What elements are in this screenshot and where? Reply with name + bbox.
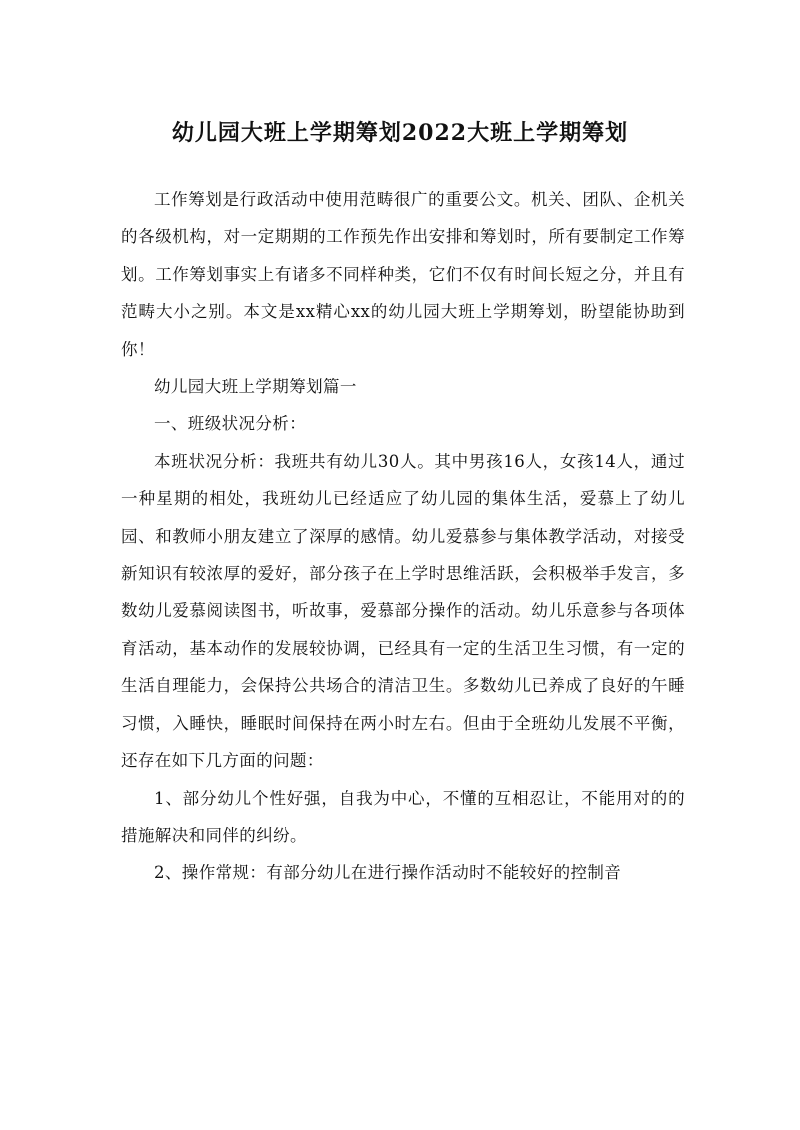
section-heading: 幼儿园大班上学期筹划篇一	[154, 377, 357, 397]
subsection-heading: 一、班级状况分析：	[154, 414, 307, 434]
class-analysis-paragraph: 本班状况分析：我班共有幼儿30人。其中男孩16人，女孩14人，通过一种星期的相处，我班幼儿已经适应了幼儿园的集体生活，爱慕上了幼儿园、和教师小朋友建立了深厚的感情。幼儿爱慕参与集体教学活动，对接受新知识有较浓厚的爱好，部分孩子在上学时思维活跃，会积极举手发言，多数幼儿爱慕阅读图书，听故事，爱慕部分操作的活动。幼儿乐意参与各项体育活动，基本动作的发展较协调，已经具有一定的生活卫生习惯，有一定的生活自理能力，会保持公共场合的清洁卫生。多数幼儿已养成了良好的午睡习惯，入睡快，睡眠时间保持在两小时左右。但由于全班幼儿发展不平衡，还存在如下几方面的问题：	[121, 451, 685, 771]
document-title: 幼儿园大班上学期筹划2022大班上学期筹划	[171, 119, 629, 146]
intro-paragraph: 工作筹划是行政活动中使用范畴很广的重要公文。机关、团队、企机关的各级机构，对一定期期的工作预先作出安排和筹划时，所有要制定工作筹划。工作筹划事实上有诸多不同样种类，它们不仅有时间长短之分，并且有范畴大小之别。本文是xx精心xx的幼儿园大班上学期筹划，盼望能协助到你！	[121, 190, 685, 359]
document-body	[121, 181, 685, 892]
problem-item-1: 1、部分幼儿个性好强，自我为中心，不懂的互相忍让，不能用对的的措施解决和同伴的纠纷。	[121, 788, 685, 845]
problem-item-2: 2、操作常规：有部分幼儿在进行操作活动时不能较好的控制音	[154, 863, 622, 883]
